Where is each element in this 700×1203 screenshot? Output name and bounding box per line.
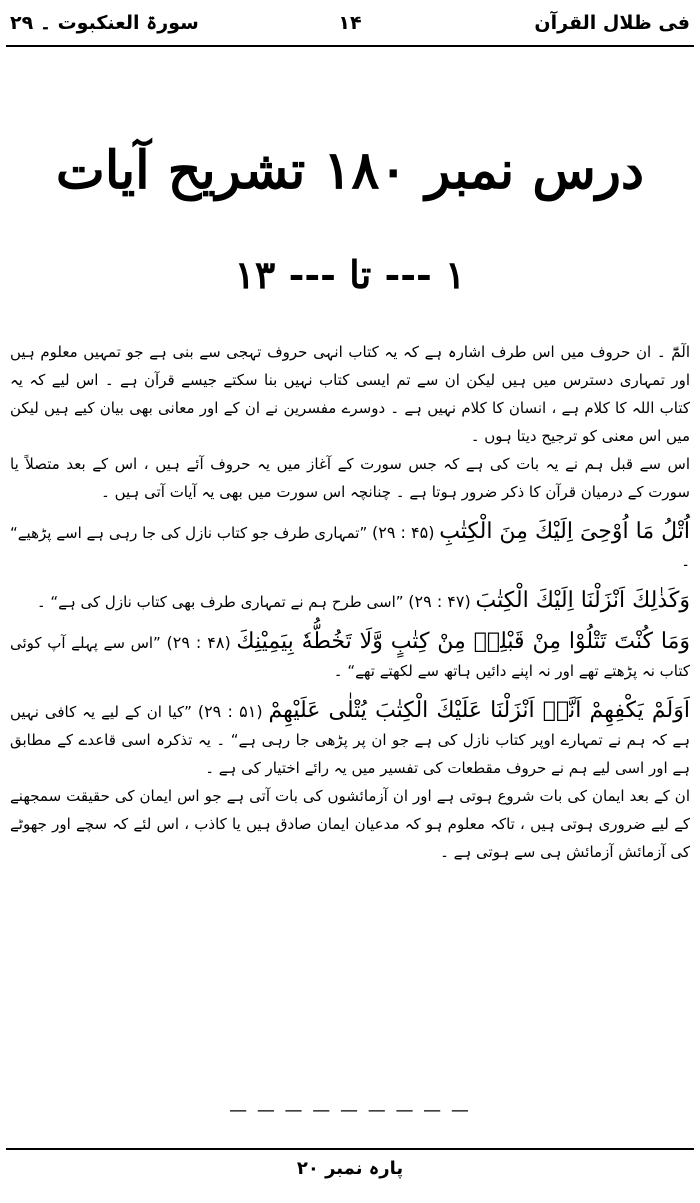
verse-arabic: وَكَذٰلِكَ اَنْزَلْنَا اِلَیْكَ الْكِتٰبَ: [475, 588, 690, 613]
closing-paragraph: ان کے بعد ایمان کی بات شروع ہوتی ہے اور ان آزمائشوں کی بات آتی ہے جو اس ایمان کی حقیقت سمجھنے کے لیے ضروری ہوتی ہیں ، تاکہ معلوم ہو کہ مدعیان ایمان صادق ہیں یا کاذب ، اس لئے کہ سچے اور جھوٹے کی آزمائش آزمائش ہی سے ہوتی ہے ۔: [10, 787, 690, 861]
verse-translation: ”کیا ان کے لیے یہ کافی نہیں ہے کہ ہم نے تمہارے اوپر کتاب نازل کی ہے جو ان پر پڑھی جا رہی ہے“ ۔ یہ تذکرہ اسی قاعدے کے مطابق ہے اور اسی لیے ہم نے حروف مقطعات کی تفسیر میں یہ رائے اختیار کی ہے ۔: [10, 703, 690, 777]
verse-translation: ”تمہاری طرف جو کتاب نازل کی جا رہی ہے اسے پڑھیے“ ۔: [10, 524, 690, 570]
part-number: پارہ نمبر ۲۰: [296, 1158, 404, 1179]
verse-block-1: [10, 518, 690, 575]
verse-translation: ”اس سے پہلے آپ کوئی کتاب نہ پڑھتے تھے اور نہ اپنے دائیں ہاتھ سے لکھتے تھے“ ۔: [10, 634, 690, 680]
verse-reference: (۲۹ : ۴۷): [408, 592, 471, 611]
verse-reference: (۲۹ : ۵۱): [197, 702, 263, 721]
verse-arabic: اُتْلُ مَا اُوْحِیَ اِلَیْكَ مِنَ الْكِتٰبِ: [439, 519, 690, 544]
intro-paragraph-2: اس سے قبل ہم نے یہ بات کی ہے کہ جس سورت کے آغاز میں یہ حروف آئے ہیں ، اس کے بعد متصلاً یا سورت کے درمیان قرآن کا ذکر ضرور ہوتا ہے ۔ چنانچہ اس سورت میں بھی یہ آیات آتی ہیں ۔: [10, 455, 690, 501]
lesson-title: درس نمبر ۱۸۰ تشریح آیات: [55, 140, 645, 201]
verse-reference: (۲۹ : ۴۸): [166, 633, 231, 652]
surah-name: سورۃ العنکبوت ۔ ۲۹: [10, 12, 199, 34]
header-rule: [6, 45, 694, 47]
body-text: [10, 338, 690, 866]
book-title: فی ظلال القرآن: [534, 12, 690, 34]
verse-arabic: وَمَا كُنْتَ تَتْلُوْا مِنْ قَبْلِهٖ مِنْ كِتٰبٍ وَّلَا تَخُطُّهٗ بِیَمِیْنِكَ: [236, 629, 690, 654]
verse-arabic: اَوَلَمْ یَكْفِهِمْ اَنَّاۤ اَنْزَلْنَا عَلَیْكَ الْكِتٰبَ یُتْلٰى عَلَیْهِمْ: [268, 698, 690, 723]
running-header: [8, 8, 692, 42]
verse-range: ۱ --- تا --- ۱۳: [234, 252, 466, 297]
section-separator: — — — — — — — — —: [229, 1100, 471, 1121]
page-number: ۱۴: [338, 12, 362, 34]
verse-block-2: [10, 587, 690, 616]
intro-paragraph-1: الٓمّٓ ۔ ان حروف میں اس طرف اشارہ ہے کہ یہ کتاب انہی حروف تہجی سے بنی ہے جو تمہیں معلوم ہیں اور تمہاری دسترس میں ہیں لیکن ان سے تم ایسی کتاب نہیں بنا سکتے جیسے قرآن ہے ۔ اس لیے کہ یہ کتاب اللہ کا کلام ہے ، انسان کا کلام نہیں ہے ۔ دوسرے مفسرین نے ان کے اور معانی بھی بیان کیے ہیں لیکن میں اس معنی کو ترجیح دیتا ہوں ۔: [10, 343, 690, 445]
footer-rule: [6, 1148, 694, 1150]
verse-block-3: [10, 628, 690, 685]
verse-translation: ”اسی طرح ہم نے تمہاری طرف بھی کتاب نازل کی ہے“ ۔: [36, 593, 404, 611]
verse-reference: (۲۹ : ۴۵): [372, 523, 435, 542]
verse-block-4: [10, 697, 690, 782]
